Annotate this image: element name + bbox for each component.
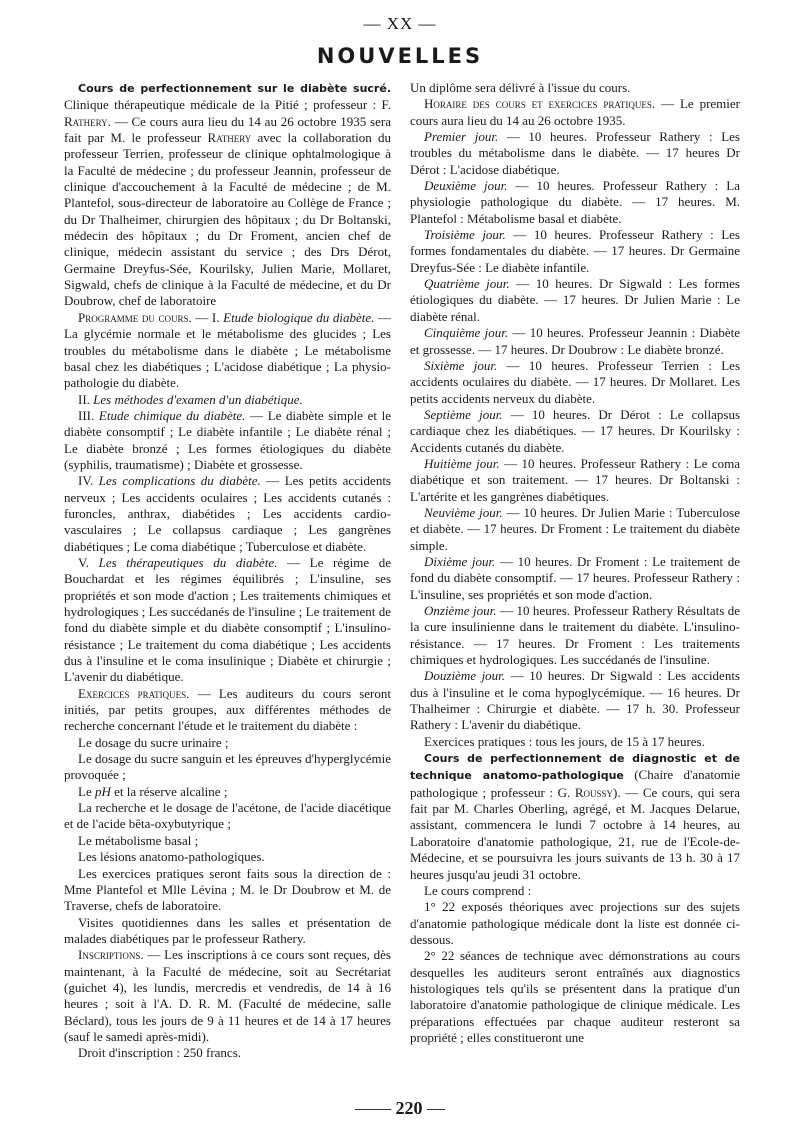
text-run: — La glycémie normale et le métabolisme des glucides ; Les troubles du métabolisme dans le diabète ; Le métabolisme basal chez les diabétiques ; L'acidose diabétique ; La physio-pathologie du diabète.: [64, 309, 391, 391]
text-run: Roussy: [574, 784, 614, 800]
text-run: — Les inscriptions à ce cours sont reçues, dès maintenant, à la Faculté de médecine, soit au Secrétariat (guichet 4), les lundis, mercredis et vendredis, de 14 à 16 heures ; soit à l'A. D. R. M. (Faculté de médecine, salle Béclard), tous les jours de 9 à 11 heures et de 14 à 17 heures (sauf le samedi après-midi).: [64, 947, 391, 1044]
paragraph: [410, 505, 740, 554]
paragraph: [64, 310, 391, 392]
page-number: —— 220 —: [355, 1098, 445, 1118]
paragraph: [410, 456, 740, 505]
text-run: et la réserve alcaline ;: [110, 783, 228, 799]
text-run: Exercices pratiques.: [78, 685, 190, 701]
text-run: Douzième jour.: [424, 668, 506, 684]
text-run: 2° 22 séances de technique avec démonstrations au cours desquelles les auditeurs seront entraînés aux diagnostics histologiques tels qu'ils se présentent dans la pratique d'un laboratoire d'anatomie pathologique de clinique médicale. Les préparations effectuées par chaque auditeur resteront sa propriété ; elles constitueront une: [410, 948, 740, 1045]
paragraph: [410, 883, 740, 899]
text-run: Horaire des cours et exercices pratiques.: [424, 96, 656, 112]
text-run: — Les petits accidents nerveux ; Les accidents oculaires ; Les accidents cutanés : furoncles, anthrax, diabétides ; Les accidents cardio-vasculaires ; Le collapsus cardiaque ; Les gangrènes diabétiques ; Le coma diabétique ; Tuberculose et diabète.: [64, 473, 391, 554]
text-run: III.: [78, 407, 99, 423]
text-run: (Chaire d'anatomie pathologique ; professeur : G.: [410, 767, 740, 800]
text-run: — Le régime de Bouchardat et les régimes équilibrés ; L'insuline, ses propriétés et son mode d'action ; Les traitements chimiques et hydrologiques ; Les succédanés de l'insuline ; Le traitement de fond du diabète simple et du diabète consomptif ; L'insulino-résistance ; Le traitement du coma diabétique ; Les accidents dus à l'insuline et le coma insulinique ; Diabète et chirurgie ; L'avenir du diabétique.: [64, 554, 391, 685]
text-run: Le: [78, 783, 95, 799]
text-run: — 10 heures. Dr Sigwald : Les accidents dus à l'insuline et le coma hypoglycémique. — 16 heures. Dr Thalheimer : Chirurgie et diabète. — 17 h. 30. Professeur Rathery : L'avenir du diabétique.: [410, 668, 740, 733]
paragraph: [64, 555, 391, 686]
paragraph: [64, 833, 391, 849]
page-folio: — XX —: [363, 14, 437, 33]
text-run: . — Ce cours aura lieu du 14 au 26 octobre 1935 sera fait par M. le professeur: [64, 113, 391, 146]
text-run: — 10 heures. Professeur Jeannin : Diabète et grossesse. — 17 heures. Dr Doubrow : Le diabète bronzé.: [410, 325, 740, 357]
paragraph: [64, 1045, 391, 1061]
paragraph: [410, 325, 740, 358]
text-run: Programme du cours.: [78, 309, 192, 325]
text-run: Septième jour.: [424, 406, 503, 422]
text-run: Premier jour.: [424, 129, 499, 145]
text-run: Onzième jour.: [424, 603, 497, 618]
left-column: [64, 80, 391, 1095]
text-run: Etude chimique du diabète.: [98, 407, 246, 423]
text-run: V.: [78, 554, 99, 570]
text-run: Cinquième jour.: [424, 325, 509, 341]
paragraph: [410, 276, 740, 325]
text-run: Troisième jour.: [424, 227, 506, 243]
text-run: Le cours comprend :: [424, 882, 532, 898]
paragraph: [64, 473, 391, 555]
paragraph: [410, 96, 740, 129]
paragraph: [64, 866, 391, 915]
text-run: Deuxième jour.: [424, 178, 508, 194]
text-run: Un diplôme sera délivré à l'issue du cours.: [410, 80, 631, 95]
paragraph: [410, 734, 740, 750]
text-run: — 10 heures. Professeur Rathery : Les formes fondamentales du diabète. — 17 heures. Dr Germaine Dreyfus-Sée : Le diabète infantile.: [410, 227, 740, 275]
text-run: — I.: [191, 309, 224, 325]
paragraph: [410, 358, 740, 407]
paragraph: [410, 227, 740, 276]
section-title: NOUVELLES: [316, 44, 484, 68]
paragraph: [410, 750, 740, 883]
text-run: Les lésions anatomo-pathologiques.: [78, 849, 265, 865]
page-number-value: 220: [395, 1098, 423, 1118]
text-run: Droit d'inscription : 250 francs.: [78, 1045, 242, 1061]
paragraph: [64, 800, 391, 833]
text-run: — Le diabète simple et le diabète consomptif ; Le diabète infantile ; Le diabète rénal ; Le diabète bronzé ; Les formes étiologiques du diabète (syphilis, traumatisme) ; Diabète et grossesse.: [64, 407, 391, 472]
paragraph: [64, 80, 391, 310]
text-run: Huitième jour.: [424, 455, 500, 471]
text-run: — 10 heures. Professeur Rathery Résultats de la cure insulinienne dans le traitement du diabète. L'insulino-résistance. — 17 heures. Dr Froment : Les traitements chimiques et hydrologiques. Les succédanés de l'insuline.: [410, 603, 740, 668]
text-run: Clinique thérapeutique médicale de la Pitié ; professeur : F.: [64, 97, 391, 113]
paragraph: [64, 408, 391, 473]
text-run: Etude biologique du diabète.: [223, 309, 375, 325]
text-run: II.: [78, 391, 94, 407]
text-run: — 10 heures. Professeur Rathery : La physiologie pathologique du diabète. — 17 heures. M. Plantefol : Métabolisme basal et diabète.: [410, 178, 740, 226]
paragraph: [410, 668, 740, 733]
text-run: — 10 heures. Dr Sigwald : Les formes étiologiques du diabète. — 17 heures. Dr Julien Marie : Le diabète rénal.: [410, 276, 740, 324]
text-run: Les exercices pratiques seront faits sous la direction de : Mme Plantefol et Mlle Lévina ; M. le Dr Doubrow et M. de Traverse, chefs de laboratoire.: [64, 865, 391, 914]
text-run: Sixième jour.: [424, 357, 498, 373]
text-run: Inscriptions.: [78, 947, 144, 963]
paragraph: [410, 554, 740, 603]
text-run: Quatrième jour.: [424, 276, 510, 292]
text-run: pH: [94, 783, 111, 799]
text-run: Les complications du diabète.: [98, 473, 261, 489]
text-run: — Les auditeurs du cours seront initiés, par petits groupes, aux différentes méthodes de recherche concernant l'étude et le traitement du diabète :: [64, 685, 391, 734]
text-run: — 10 heures. Professeur Rathery : Les troubles du métabolisme dans le diabète. — 17 heures Dr Dérot : L'acidose diabétique.: [410, 129, 740, 177]
text-run: — 10 heures. Professeur Terrien : Les accidents oculaires du diabète. — 17 heures. Dr Mollaret. Les petits accidents nerveux du diabète.: [410, 357, 740, 406]
text-run: IV.: [78, 473, 99, 489]
text-run: — 10 heures. Dr Dérot : Le collapsus cardiaque chez les diabétiques. — 17 heures. Dr Kourilsky : Accidents cutanés du diabète.: [410, 406, 740, 455]
text-run: Les thérapeutiques du diabète.: [98, 554, 278, 570]
text-run: Le métabolisme basal ;: [78, 832, 199, 848]
text-run: ). — Ce cours, qui sera fait par M. Charles Oberling, agrégé, et M. Jacques Delarue, assistant, commencera le lundi 7 octobre à 14 heures, au Laboratoire d'anatomie pathologique, 21, rue de l'Ecole-de-Médecine, et se poursuivra les jours suivants de 13 h. 30 à 17 heures jusqu'au jeudi 31 octobre.: [410, 784, 740, 882]
text-run: Cours de perfectionnement de diagnostic et de technique anatomo-pathologique: [410, 752, 740, 783]
text-run: — 10 heures. Dr Froment : Le traitement de fond du diabète consomptif. — 17 heures. Professeur Rathery : L'insuline, ses propriétés et son mode d'action.: [410, 553, 740, 602]
paragraph: [410, 899, 740, 948]
paragraph: [410, 129, 740, 178]
text-run: Dixième jour.: [424, 553, 496, 569]
text-run: Le dosage du sucre urinaire ;: [78, 734, 229, 750]
paragraph: [64, 392, 391, 408]
paragraph: [410, 948, 740, 1046]
text-run: Visites quotidiennes dans les salles et présentation de malades diabétiques par le professeur Rathery.: [64, 914, 391, 946]
text-run: La recherche et le dosage de l'acétone, de l'acide diacétique et de l'acide bêta-oxybutyrique ;: [64, 800, 391, 832]
text-run: — 10 heures. Dr Julien Marie : Tuberculose et diabète. — 17 heures. Dr Froment : Le traitement du diabète simple.: [410, 504, 740, 553]
text-run: Cours de perfectionnement sur le diabète sucré.: [78, 82, 391, 95]
paragraph: [64, 849, 391, 865]
paragraph: [64, 686, 391, 735]
paragraph: [410, 80, 740, 96]
text-run: Exercices pratiques : tous les jours, de 15 à 17 heures.: [424, 733, 705, 749]
paragraph: [410, 178, 740, 227]
text-run: — 10 heures. Professeur Rathery : Le coma diabétique et son traitement. — 17 heures. Dr Boltanski : L'artérite et les gangrènes diabétiques.: [410, 455, 740, 504]
text-run: Rathery: [64, 113, 108, 129]
text-run: Rathery: [207, 130, 252, 146]
right-column: [410, 80, 740, 1095]
paragraph: [64, 947, 391, 1045]
paragraph: [410, 603, 740, 668]
paragraph: [64, 784, 391, 800]
paragraph: [64, 751, 391, 784]
paragraph: [64, 735, 391, 751]
text-run: — Le premier cours aura lieu du 14 au 26 octobre 1935.: [410, 96, 740, 128]
text-run: Le dosage du sucre sanguin et les épreuves d'hyperglycémie provoquée ;: [64, 751, 391, 783]
text-run: avec la collaboration du professeur Terrien, professeur de clinique ophtalmologique à la Faculté de médecine ; du professeur Jeannin, professeur de clinique d'accouchement à la Faculté de médecine ; de M. Plantefol, sous-directeur de laboratoire au Collège de France ; du Dr Thalheimer, chirurgien des hôpitaux ; du Dr Boltanski, médecin des hôpitaux ; du Dr Froment, ancien chef de clinique, médecin assistant du service ; des Drs Dérot, Germaine Dreyfus-Sée, Kourilsky, Julien Marie, Mollaret, Sigwald, chefs de clinique à la Faculté de médecine, et du Dr Doubrow, chef de laboratoire: [64, 130, 391, 309]
text-run: Neuvième jour.: [424, 504, 503, 520]
text-run: Les méthodes d'examen d'un diabétique.: [93, 391, 303, 407]
text-run: 1° 22 exposés théoriques avec projections sur des sujets d'anatomie pathologique médicale dont la liste est donnée ci-dessous.: [410, 899, 740, 947]
paragraph: [410, 407, 740, 456]
paragraph: [64, 915, 391, 948]
